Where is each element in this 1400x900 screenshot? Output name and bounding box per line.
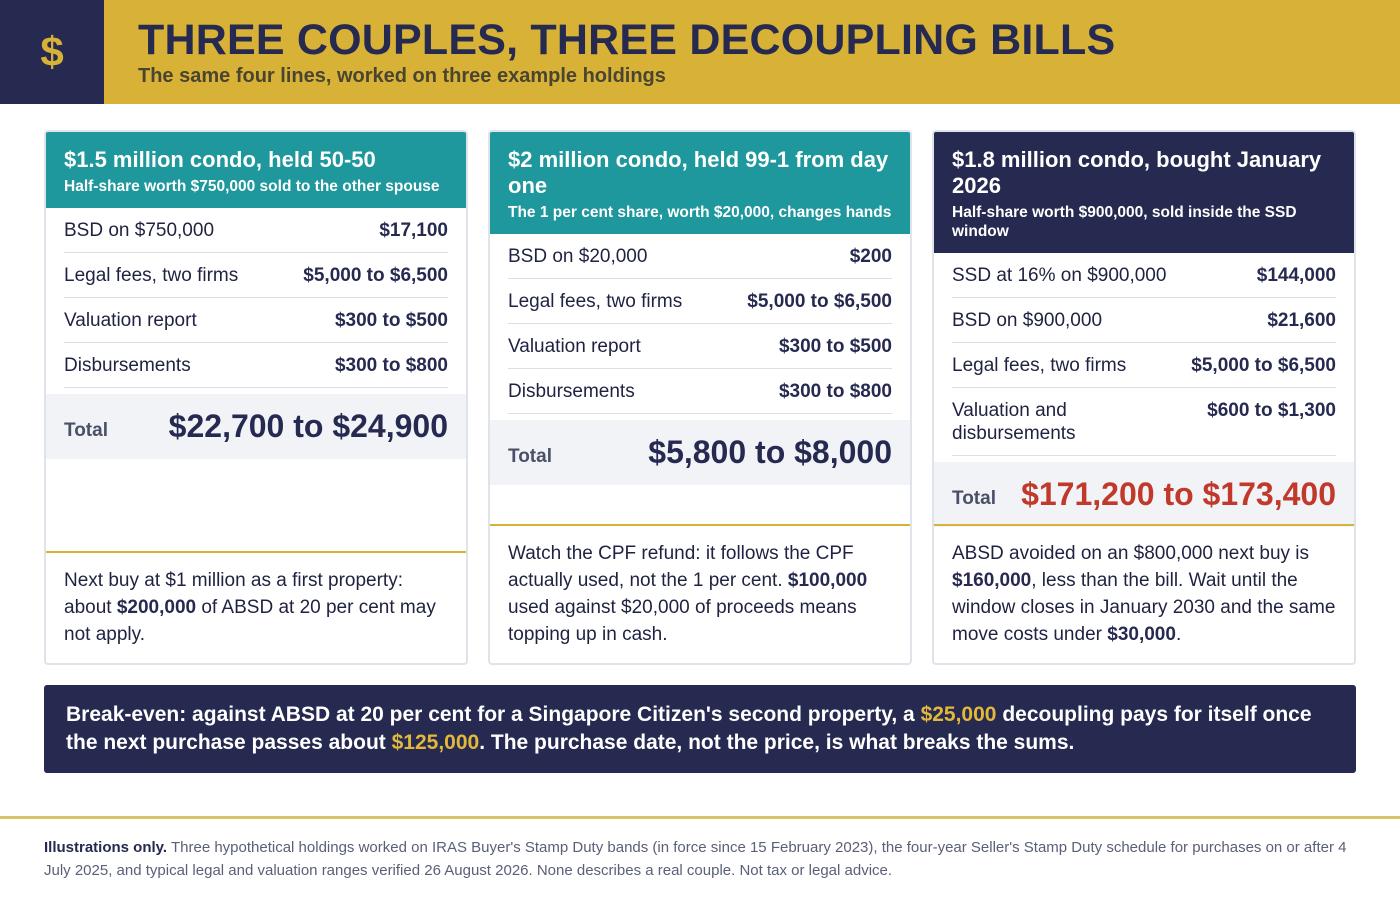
- total-value: $22,700 to $24,900: [168, 408, 448, 444]
- cost-rows: [934, 253, 1354, 456]
- card-header: [490, 132, 910, 234]
- total-row: [46, 394, 466, 459]
- note-highlight: $100,000: [787, 570, 868, 591]
- cost-row: [508, 369, 892, 414]
- card-header: [934, 132, 1354, 253]
- dollar-icon: $: [0, 0, 104, 104]
- cost-value: $300 to $500: [778, 336, 892, 357]
- cost-row: [952, 298, 1336, 343]
- cost-value: $300 to $800: [334, 355, 448, 376]
- note-text: , less than the bill. Wait until the window closes in January 2030 and the same move costs under: [952, 570, 1336, 645]
- page-subtitle: The same four lines, worked on three example holdings: [138, 65, 666, 87]
- cost-rows: [490, 234, 910, 414]
- card-note: [46, 551, 466, 663]
- card-title: $2 million condo, held 99-1 from day one: [508, 147, 889, 198]
- cost-value: $21,600: [1267, 310, 1336, 331]
- cost-row: [64, 208, 448, 253]
- note-highlight: $30,000: [1107, 624, 1176, 645]
- banner-text: decoupling pays for itself once the next purchase passes about: [66, 703, 1312, 754]
- card-title: $1.5 million condo, held 50-50: [64, 147, 376, 172]
- note-text: .: [1175, 624, 1182, 645]
- cost-label: SSD at 16% on $900,000: [952, 265, 1167, 286]
- cost-row: [952, 343, 1336, 388]
- cost-row: [952, 388, 1336, 456]
- note-text: Watch the CPF refund: it follows the CPF actually used, not the 1 per cent.: [508, 543, 854, 591]
- cost-value: $5,000 to $6,500: [747, 291, 892, 312]
- cost-label: Disbursements: [508, 381, 635, 402]
- card-subtitle: Half-share worth $750,000 sold to the other spouse: [64, 178, 440, 195]
- cost-value: $17,100: [379, 220, 448, 241]
- cost-label: Valuation report: [64, 310, 197, 331]
- card-ssd-window-condo: [932, 130, 1356, 665]
- divider: [0, 816, 1400, 819]
- banner-highlight: $25,000: [920, 703, 997, 726]
- card-title: $1.8 million condo, bought January 2026: [952, 147, 1322, 198]
- note-highlight: $160,000: [952, 570, 1032, 591]
- note-text: of ABSD at 20 per cent may not apply.: [64, 597, 436, 645]
- cost-row: [64, 343, 448, 388]
- cost-value: $300 to $800: [778, 381, 892, 402]
- card-note: [490, 524, 910, 663]
- card-50-50-condo: [44, 130, 468, 665]
- total-label: Total: [508, 445, 552, 467]
- total-row: [490, 420, 910, 485]
- page-title: THREE COUPLES, THREE DECOUPLING BILLS: [138, 16, 1116, 64]
- total-label: Total: [64, 419, 108, 441]
- cost-label: BSD on $750,000: [64, 220, 215, 241]
- banner-text: Break-even: against ABSD at 20 per cent for a Singapore Citizen's second property, a: [66, 703, 921, 726]
- cost-rows: [46, 208, 466, 388]
- cost-row: [508, 234, 892, 279]
- cost-row: [508, 279, 892, 324]
- cost-value: $5,000 to $6,500: [303, 265, 448, 286]
- note-highlight: $200,000: [116, 597, 197, 618]
- break-even-banner: [44, 685, 1356, 773]
- cost-value: $600 to $1,300: [1207, 400, 1336, 421]
- footnote-lead: Illustrations only.: [44, 839, 168, 856]
- cost-row: [64, 298, 448, 343]
- cost-label: Valuation and disbursements: [952, 400, 1076, 444]
- total-value: $5,800 to $8,000: [648, 434, 892, 470]
- card-99-1-condo: [488, 130, 912, 665]
- cost-label: BSD on $900,000: [952, 310, 1103, 331]
- cost-label: Valuation report: [508, 336, 641, 357]
- banner-highlight: $125,000: [391, 731, 480, 754]
- footnote-text: Three hypothetical holdings worked on IRAS Buyer's Stamp Duty bands (in force since 15 February 2023), the four-year Seller's Stamp Duty schedule for purchases on or after 4 July 2025, and typical legal and valuation ranges verified 26 August 2026. None describes a real couple. Not tax or legal advice.: [44, 839, 1347, 879]
- total-label: Total: [952, 487, 996, 509]
- cost-label: Legal fees, two firms: [64, 265, 239, 286]
- card-note: [934, 524, 1354, 663]
- cost-label: Legal fees, two firms: [952, 355, 1127, 376]
- total-row: [934, 462, 1354, 527]
- card-subtitle: The 1 per cent share, worth $20,000, changes hands: [508, 204, 892, 221]
- cost-row: [508, 324, 892, 369]
- cost-value: $144,000: [1256, 265, 1336, 286]
- note-text: Next buy at $1 million as a first property: about: [64, 570, 403, 618]
- note-text: ABSD avoided on an $800,000 next buy is: [952, 543, 1310, 564]
- cost-label: BSD on $20,000: [508, 246, 648, 267]
- card-subtitle: Half-share worth $900,000, sold inside the SSD window: [952, 204, 1297, 240]
- cost-value: $300 to $500: [334, 310, 448, 331]
- banner-text: . The purchase date, not the price, is what breaks the sums.: [479, 731, 1075, 754]
- note-text: used against $20,000 of proceeds means topping up in cash.: [508, 597, 857, 645]
- cost-row: [64, 253, 448, 298]
- cost-row: [952, 253, 1336, 298]
- cost-value: $5,000 to $6,500: [1191, 355, 1336, 376]
- footnote: [44, 836, 1364, 882]
- total-value: $171,200 to $173,400: [1021, 476, 1336, 512]
- cost-label: Disbursements: [64, 355, 191, 376]
- cost-label: Legal fees, two firms: [508, 291, 683, 312]
- card-header: [46, 132, 466, 208]
- cost-value: $200: [849, 246, 892, 267]
- header-bar: [0, 0, 1400, 104]
